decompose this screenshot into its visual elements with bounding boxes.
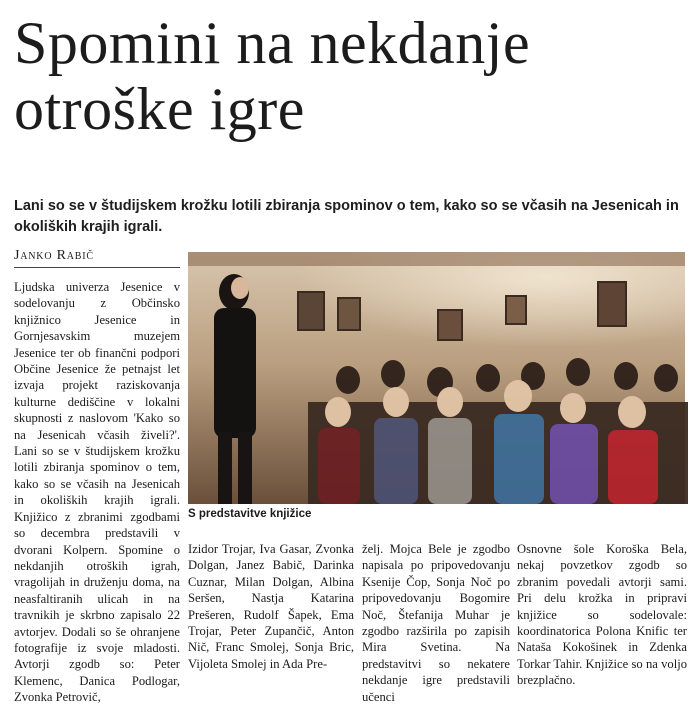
photo-caption: S predstavitve knjižice: [188, 508, 312, 520]
article-lead: Lani so se v študijskem krožku lotili zbiranja spominov o tem, kako so se včasih na Jesenicah in okoliških krajih igrali.: [14, 198, 679, 235]
article-photo: [188, 252, 685, 504]
article-title: [14, 10, 684, 142]
article-column-3: [362, 541, 510, 704]
article-column-4: [517, 541, 687, 688]
column-2-text: Izidor Trojar, Iva Gasar, Zvonka Dolgan, Janez Babič, Darinka Cuznar, Milan Dolgan, Albina Seršen, Nastja Katarina Prešeren, Rudolf Šapek, Ema Trojar, Peter Zupančič, Anton Nič, Franc Smolej, Sonja Bric, Vijoleta Smolej in Ada Pre-: [188, 542, 354, 671]
column-1-text: Ljudska univerza Jesenice v sodelovanju z Občinsko knjižnico Jesenice in Gornjesavskim muzejem Jesenice ter ob finančni podpori Občine Jesenice že petnajst let izvaja projekt raziskovanja kulturne dediščine v lokalni skupnosti z naslovom 'Kako so na Jesenicah včasih živeli?'. Lani so se v študijskem krožku lotili zbiranja spominov o tem, kako so se včasih na Jesenicah in okoliških krajih igrali. Knjižico z zbranimi zgodbami so decembra predstavili v dvorani Kolpern. Spomine o nekdanjih otroških igrah, vragolijah in druženju doma, na neasfaltiranih ulicah in na travnikih je skrbno zapisalo 22 avtorjev. Dodali so še ohranjene fotografije iz svoje mladosti. Avtorji zgodb so: Peter Klemenc, Danica Podlogar, Zvonka Petrovič,: [14, 280, 180, 705]
audience-photo-illustration: [188, 252, 685, 504]
article-column-1: [14, 279, 180, 705]
article-title-line1: Spomini na nekdanje: [14, 10, 531, 76]
column-3-text: želj. Mojca Bele je zgodbo napisala po pripovedovanju Ksenije Čop, Sonja Noč po pripovedovanju Bogomire Noč, Štefanija Muhar je zgodbo razširila po zapisih Mira Svetina. Na predstavitvi so nekatere nekdanje igre predstavili učenci: [362, 542, 510, 704]
article-title-line2: otroške igre: [14, 76, 305, 142]
article-column-2: [188, 541, 354, 681]
column-4-text: Osnovne šole Koroška Bela, nekaj povzetkov zgodb so zbranim povedali avtorji sami. Pri delu krožka in pripravi knjižice so sodelovale: koordinatorica Polona Knific ter Nataša Kokošinek in Zdenka Torkar Tahir. Knjižice so na voljo brezplačno.: [517, 542, 687, 688]
article-author: Janko Rabič: [14, 248, 180, 268]
